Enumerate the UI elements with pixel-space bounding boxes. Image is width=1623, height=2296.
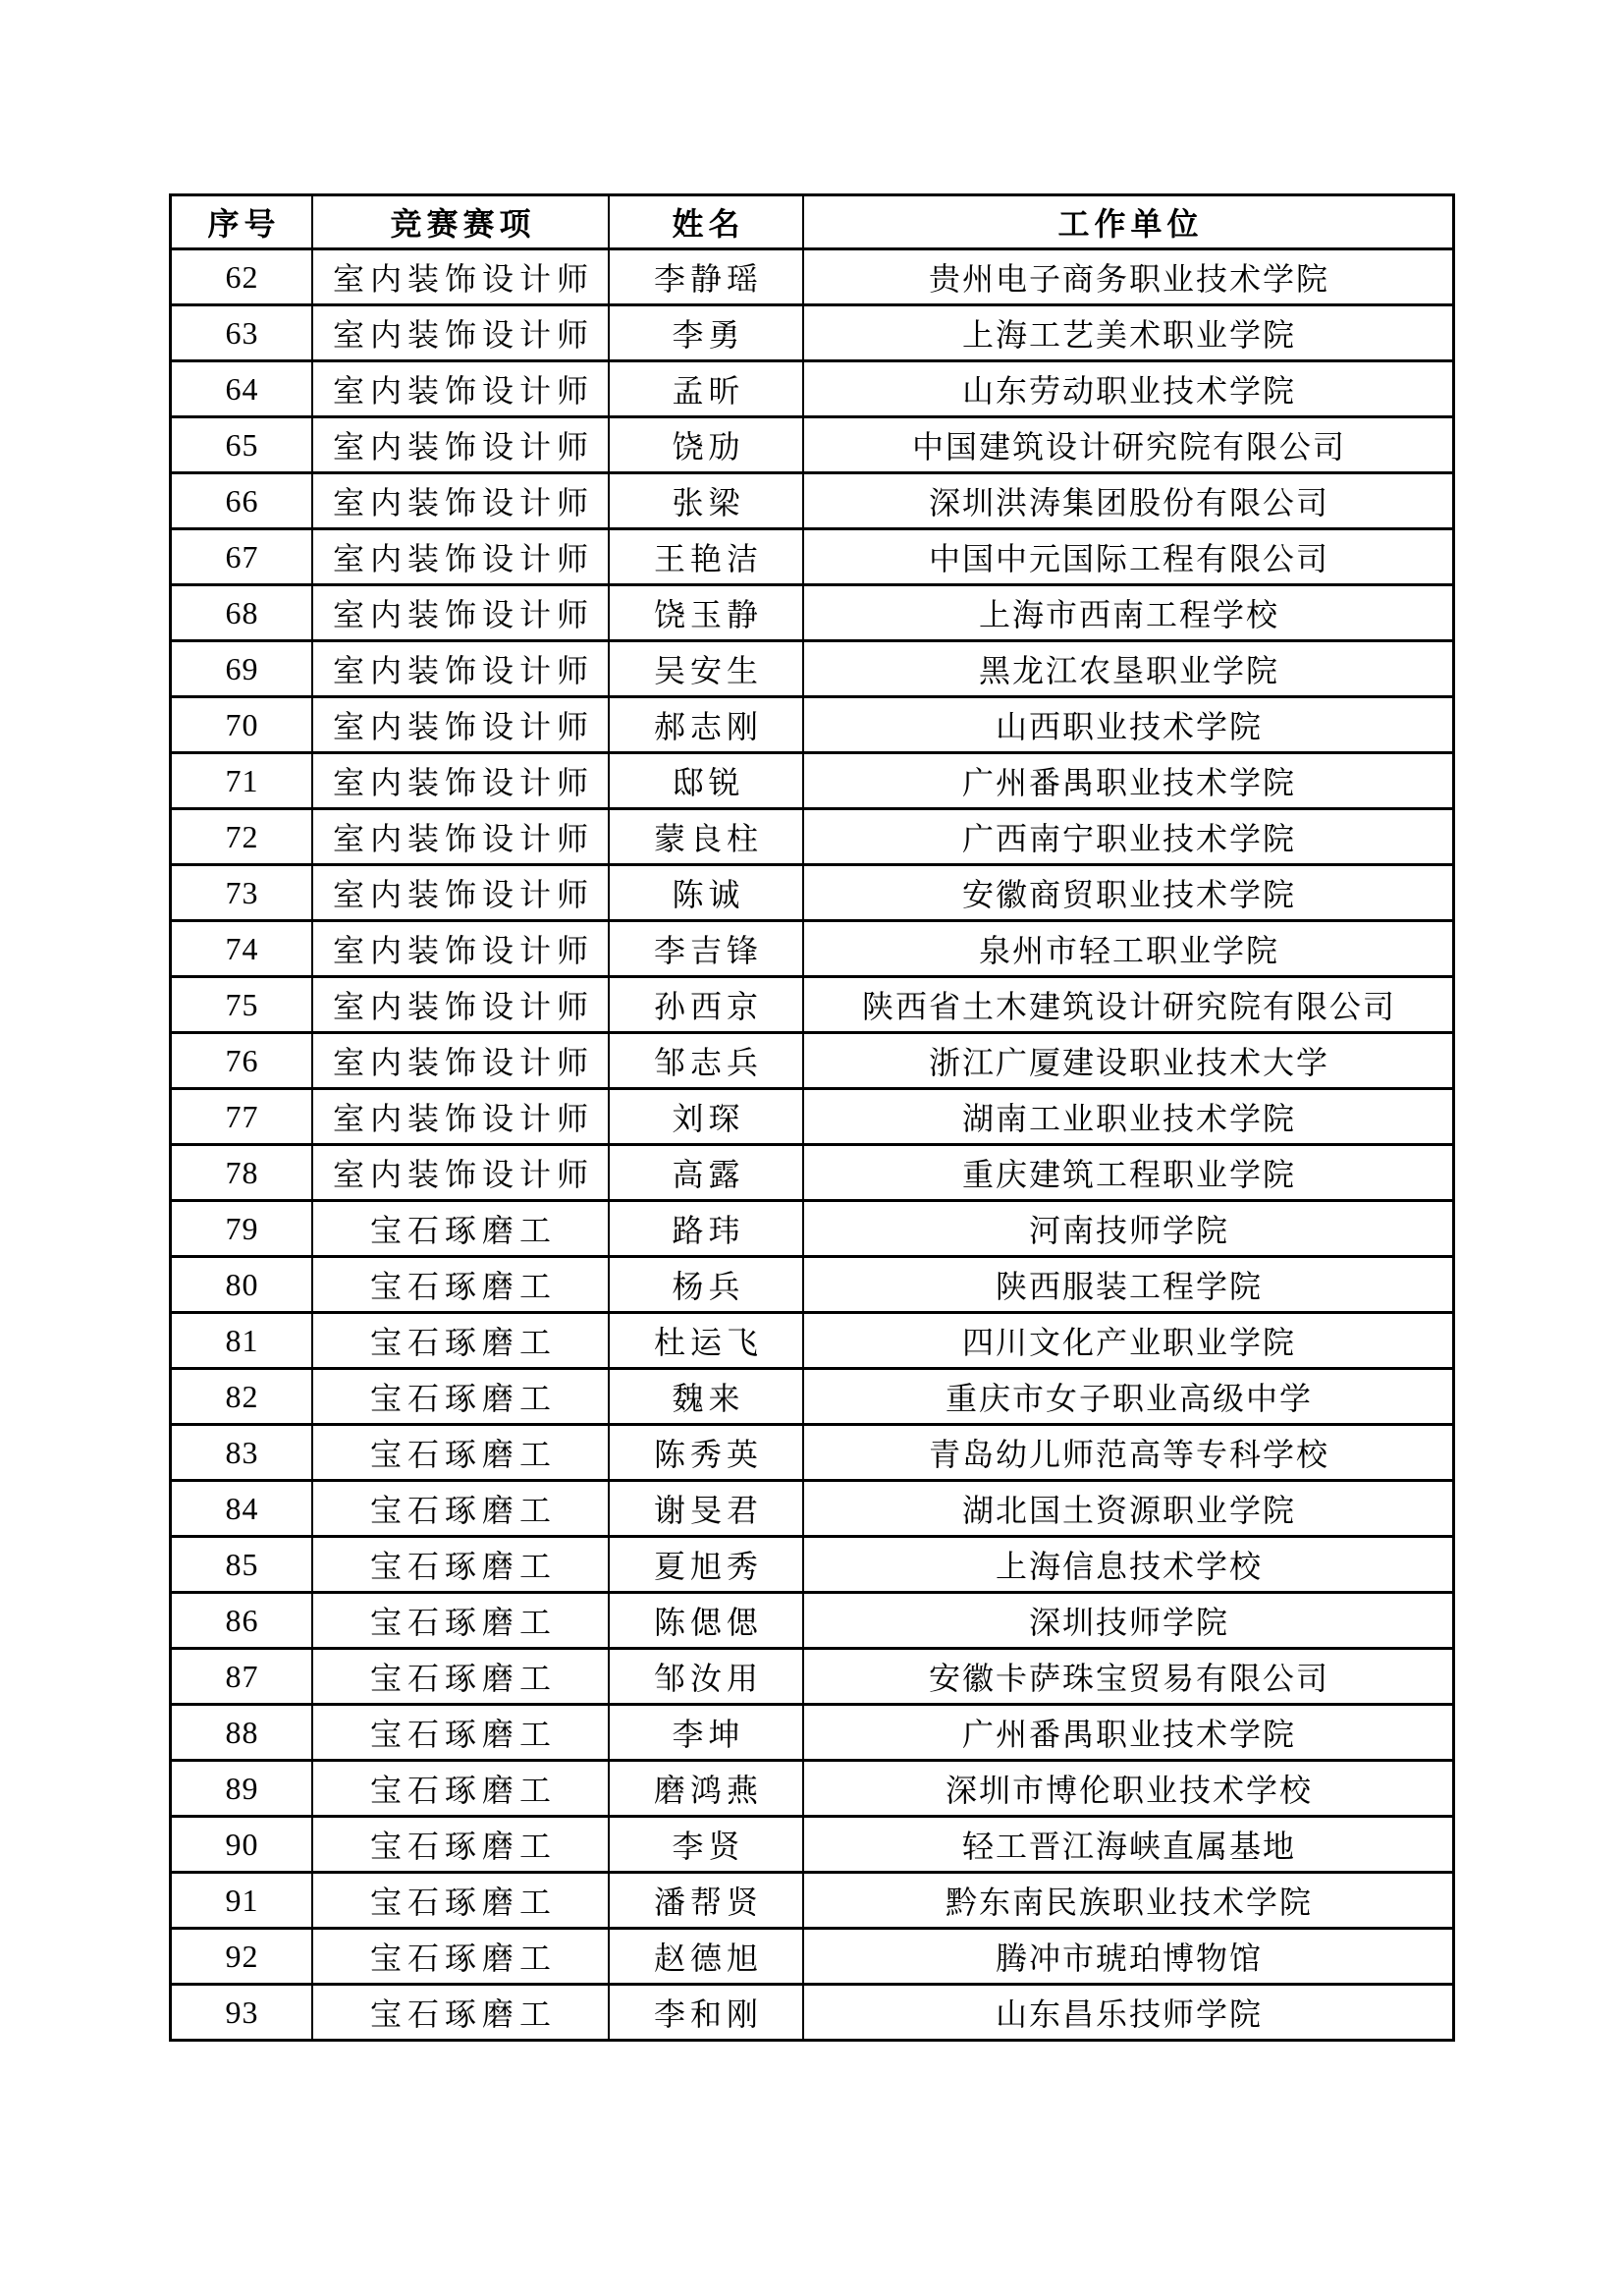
- cell-name: 孟昕: [609, 361, 803, 417]
- table-head: [171, 195, 1454, 249]
- table-row: [171, 417, 1454, 473]
- cell-competition-event: 宝石琢磨工: [312, 1537, 609, 1593]
- cell-competition-event: 宝石琢磨工: [312, 1425, 609, 1481]
- cell-competition-event: 宝石琢磨工: [312, 1705, 609, 1761]
- cell-serial-number: 89: [171, 1761, 313, 1817]
- cell-name: 赵德旭: [609, 1929, 803, 1985]
- cell-work-unit: 重庆建筑工程职业学院: [803, 1145, 1454, 1201]
- cell-serial-number: 62: [171, 249, 313, 305]
- cell-work-unit: 上海工艺美术职业学院: [803, 305, 1454, 361]
- table-body: [171, 249, 1454, 2041]
- table-row: [171, 1201, 1454, 1257]
- table-row: [171, 809, 1454, 865]
- cell-serial-number: 65: [171, 417, 313, 473]
- cell-name: 饶劢: [609, 417, 803, 473]
- cell-name: 蒙良柱: [609, 809, 803, 865]
- cell-serial-number: 78: [171, 1145, 313, 1201]
- cell-work-unit: 湖北国土资源职业学院: [803, 1481, 1454, 1537]
- cell-competition-event: 室内装饰设计师: [312, 865, 609, 921]
- cell-name: 孙西京: [609, 977, 803, 1033]
- cell-competition-event: 宝石琢磨工: [312, 1481, 609, 1537]
- cell-work-unit: 深圳洪涛集团股份有限公司: [803, 473, 1454, 529]
- header-name: 姓名: [609, 195, 803, 249]
- table-row: [171, 1593, 1454, 1649]
- cell-work-unit: 深圳技师学院: [803, 1593, 1454, 1649]
- table-row: [171, 1649, 1454, 1705]
- table-row: [171, 1033, 1454, 1089]
- cell-name: 杜运飞: [609, 1313, 803, 1369]
- cell-serial-number: 91: [171, 1873, 313, 1929]
- cell-name: 陈秀英: [609, 1425, 803, 1481]
- cell-name: 李坤: [609, 1705, 803, 1761]
- cell-work-unit: 重庆市女子职业高级中学: [803, 1369, 1454, 1425]
- cell-work-unit: 陕西服装工程学院: [803, 1257, 1454, 1313]
- table-row: [171, 1817, 1454, 1873]
- cell-serial-number: 71: [171, 753, 313, 809]
- cell-serial-number: 92: [171, 1929, 313, 1985]
- cell-work-unit: 轻工晋江海峡直属基地: [803, 1817, 1454, 1873]
- cell-name: 杨兵: [609, 1257, 803, 1313]
- cell-competition-event: 室内装饰设计师: [312, 1089, 609, 1145]
- cell-name: 李贤: [609, 1817, 803, 1873]
- table-row: [171, 1929, 1454, 1985]
- cell-serial-number: 70: [171, 697, 313, 753]
- table-row: [171, 753, 1454, 809]
- cell-name: 高露: [609, 1145, 803, 1201]
- cell-competition-event: 宝石琢磨工: [312, 1873, 609, 1929]
- cell-competition-event: 室内装饰设计师: [312, 977, 609, 1033]
- cell-serial-number: 68: [171, 585, 313, 641]
- cell-serial-number: 64: [171, 361, 313, 417]
- cell-name: 路玮: [609, 1201, 803, 1257]
- cell-work-unit: 贵州电子商务职业技术学院: [803, 249, 1454, 305]
- cell-work-unit: 陕西省土木建筑设计研究院有限公司: [803, 977, 1454, 1033]
- cell-work-unit: 浙江广厦建设职业技术大学: [803, 1033, 1454, 1089]
- table-row: [171, 529, 1454, 585]
- cell-serial-number: 82: [171, 1369, 313, 1425]
- cell-name: 陈偲偲: [609, 1593, 803, 1649]
- table-row: [171, 473, 1454, 529]
- cell-competition-event: 宝石琢磨工: [312, 1201, 609, 1257]
- cell-work-unit: 黑龙江农垦职业学院: [803, 641, 1454, 697]
- cell-work-unit: 腾冲市琥珀博物馆: [803, 1929, 1454, 1985]
- cell-serial-number: 83: [171, 1425, 313, 1481]
- table-row: [171, 1873, 1454, 1929]
- cell-serial-number: 67: [171, 529, 313, 585]
- cell-work-unit: 山东昌乐技师学院: [803, 1985, 1454, 2041]
- cell-competition-event: 宝石琢磨工: [312, 1817, 609, 1873]
- table-row: [171, 1985, 1454, 2041]
- table-row: [171, 921, 1454, 977]
- cell-competition-event: 宝石琢磨工: [312, 1257, 609, 1313]
- table-row: [171, 977, 1454, 1033]
- cell-competition-event: 室内装饰设计师: [312, 921, 609, 977]
- cell-competition-event: 宝石琢磨工: [312, 1985, 609, 2041]
- cell-competition-event: 室内装饰设计师: [312, 529, 609, 585]
- cell-serial-number: 66: [171, 473, 313, 529]
- cell-serial-number: 88: [171, 1705, 313, 1761]
- header-work-unit: 工作单位: [803, 195, 1454, 249]
- cell-serial-number: 93: [171, 1985, 313, 2041]
- cell-name: 李静瑶: [609, 249, 803, 305]
- table-row: [171, 1089, 1454, 1145]
- cell-name: 郝志刚: [609, 697, 803, 753]
- cell-competition-event: 宝石琢磨工: [312, 1929, 609, 1985]
- cell-competition-event: 室内装饰设计师: [312, 697, 609, 753]
- cell-competition-event: 室内装饰设计师: [312, 417, 609, 473]
- cell-name: 李吉锋: [609, 921, 803, 977]
- cell-competition-event: 室内装饰设计师: [312, 1145, 609, 1201]
- cell-serial-number: 79: [171, 1201, 313, 1257]
- cell-serial-number: 86: [171, 1593, 313, 1649]
- header-competition-event: 竞赛赛项: [312, 195, 609, 249]
- cell-competition-event: 宝石琢磨工: [312, 1761, 609, 1817]
- cell-name: 潘帮贤: [609, 1873, 803, 1929]
- cell-work-unit: 山西职业技术学院: [803, 697, 1454, 753]
- table-row: [171, 1257, 1454, 1313]
- cell-work-unit: 中国中元国际工程有限公司: [803, 529, 1454, 585]
- table-row: [171, 865, 1454, 921]
- cell-name: 陈诚: [609, 865, 803, 921]
- table-header-row: [171, 195, 1454, 249]
- cell-work-unit: 黔东南民族职业技术学院: [803, 1873, 1454, 1929]
- cell-serial-number: 76: [171, 1033, 313, 1089]
- table-row: [171, 585, 1454, 641]
- cell-work-unit: 上海信息技术学校: [803, 1537, 1454, 1593]
- cell-competition-event: 室内装饰设计师: [312, 249, 609, 305]
- cell-work-unit: 上海市西南工程学校: [803, 585, 1454, 641]
- table-row: [171, 1761, 1454, 1817]
- cell-competition-event: 室内装饰设计师: [312, 641, 609, 697]
- cell-name: 邹志兵: [609, 1033, 803, 1089]
- cell-work-unit: 湖南工业职业技术学院: [803, 1089, 1454, 1145]
- cell-competition-event: 宝石琢磨工: [312, 1313, 609, 1369]
- cell-serial-number: 73: [171, 865, 313, 921]
- cell-serial-number: 85: [171, 1537, 313, 1593]
- cell-work-unit: 广西南宁职业技术学院: [803, 809, 1454, 865]
- cell-competition-event: 宝石琢磨工: [312, 1649, 609, 1705]
- cell-work-unit: 四川文化产业职业学院: [803, 1313, 1454, 1369]
- cell-work-unit: 广州番禺职业技术学院: [803, 753, 1454, 809]
- cell-competition-event: 宝石琢磨工: [312, 1369, 609, 1425]
- cell-name: 邸锐: [609, 753, 803, 809]
- table-row: [171, 1425, 1454, 1481]
- cell-name: 邹汝用: [609, 1649, 803, 1705]
- cell-serial-number: 87: [171, 1649, 313, 1705]
- cell-name: 吴安生: [609, 641, 803, 697]
- cell-serial-number: 81: [171, 1313, 313, 1369]
- header-serial-number: 序号: [171, 195, 313, 249]
- cell-work-unit: 安徽卡萨珠宝贸易有限公司: [803, 1649, 1454, 1705]
- table-row: [171, 1313, 1454, 1369]
- cell-name: 王艳洁: [609, 529, 803, 585]
- cell-work-unit: 山东劳动职业技术学院: [803, 361, 1454, 417]
- cell-name: 刘琛: [609, 1089, 803, 1145]
- table-row: [171, 1537, 1454, 1593]
- cell-work-unit: 中国建筑设计研究院有限公司: [803, 417, 1454, 473]
- cell-competition-event: 室内装饰设计师: [312, 809, 609, 865]
- cell-name: 夏旭秀: [609, 1537, 803, 1593]
- cell-work-unit: 深圳市博伦职业技术学校: [803, 1761, 1454, 1817]
- table-row: [171, 1705, 1454, 1761]
- winners-table: [169, 193, 1455, 2042]
- table-row: [171, 1369, 1454, 1425]
- cell-name: 饶玉静: [609, 585, 803, 641]
- cell-work-unit: 青岛幼儿师范高等专科学校: [803, 1425, 1454, 1481]
- cell-work-unit: 泉州市轻工职业学院: [803, 921, 1454, 977]
- table-row: [171, 249, 1454, 305]
- cell-work-unit: 河南技师学院: [803, 1201, 1454, 1257]
- cell-serial-number: 74: [171, 921, 313, 977]
- cell-serial-number: 72: [171, 809, 313, 865]
- cell-serial-number: 63: [171, 305, 313, 361]
- cell-name: 谢旻君: [609, 1481, 803, 1537]
- cell-competition-event: 室内装饰设计师: [312, 1033, 609, 1089]
- cell-serial-number: 90: [171, 1817, 313, 1873]
- cell-work-unit: 广州番禺职业技术学院: [803, 1705, 1454, 1761]
- cell-competition-event: 室内装饰设计师: [312, 305, 609, 361]
- cell-name: 李勇: [609, 305, 803, 361]
- cell-serial-number: 80: [171, 1257, 313, 1313]
- cell-serial-number: 77: [171, 1089, 313, 1145]
- cell-serial-number: 84: [171, 1481, 313, 1537]
- cell-name: 李和刚: [609, 1985, 803, 2041]
- cell-name: 张梁: [609, 473, 803, 529]
- cell-competition-event: 室内装饰设计师: [312, 753, 609, 809]
- table-row: [171, 305, 1454, 361]
- cell-serial-number: 75: [171, 977, 313, 1033]
- table-row: [171, 697, 1454, 753]
- table-row: [171, 641, 1454, 697]
- cell-competition-event: 室内装饰设计师: [312, 361, 609, 417]
- table-row: [171, 1145, 1454, 1201]
- table-row: [171, 361, 1454, 417]
- cell-work-unit: 安徽商贸职业技术学院: [803, 865, 1454, 921]
- cell-competition-event: 室内装饰设计师: [312, 473, 609, 529]
- cell-serial-number: 69: [171, 641, 313, 697]
- cell-name: 魏来: [609, 1369, 803, 1425]
- cell-name: 磨鸿燕: [609, 1761, 803, 1817]
- table-row: [171, 1481, 1454, 1537]
- cell-competition-event: 室内装饰设计师: [312, 585, 609, 641]
- cell-competition-event: 宝石琢磨工: [312, 1593, 609, 1649]
